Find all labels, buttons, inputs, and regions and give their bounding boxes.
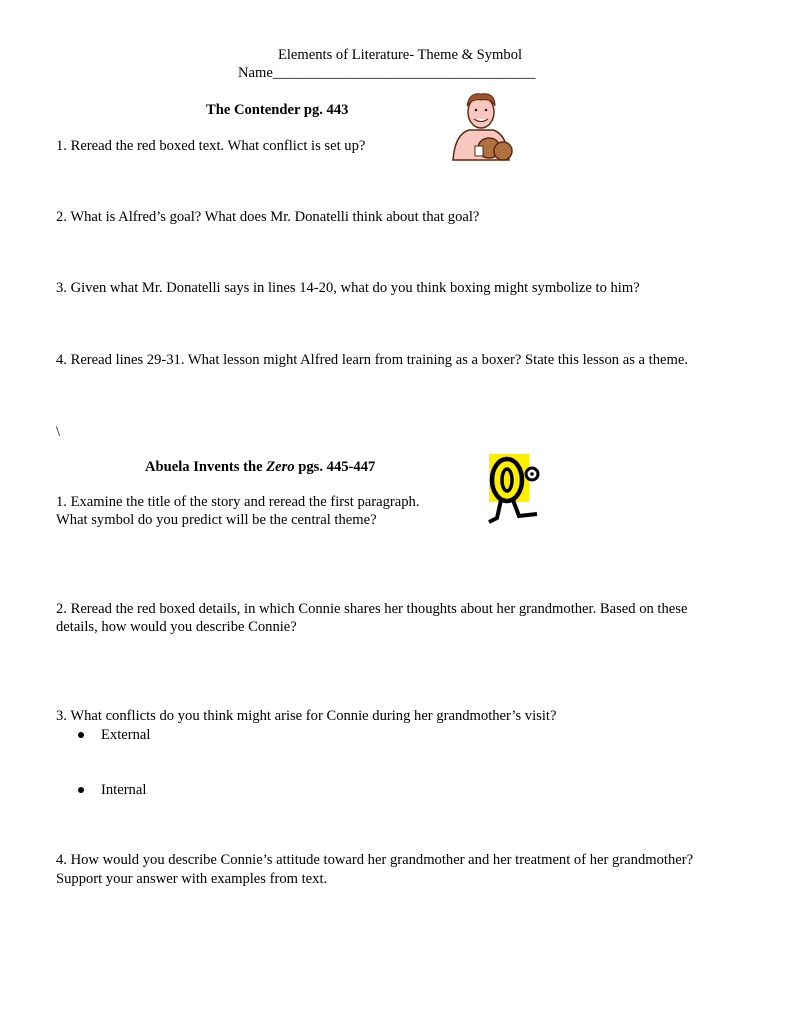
name-label: Name: [238, 65, 273, 81]
section-heading-contender: The Contender pg. 443: [206, 102, 349, 118]
heading-pages: pgs. 445-447: [294, 459, 376, 475]
section-heading-abuela: [145, 458, 375, 476]
abuela-question-1-line-1: 1. Examine the title of the story and reread the first paragraph.: [56, 494, 420, 510]
name-blank: ____________________________________: [272, 65, 536, 81]
contender-question-2: 2. What is Alfred’s goal? What does Mr. Donatelli think about that goal?: [56, 209, 480, 225]
bullet-label: Internal: [101, 782, 147, 798]
heading-text: Abuela Invents the: [145, 459, 267, 475]
bullet-external: [78, 726, 150, 744]
walking-zero-clipart-icon: [485, 452, 545, 526]
bullet-label: External: [101, 727, 151, 743]
contender-question-3: 3. Given what Mr. Donatelli says in lines 14-20, what do you think boxing might symbolize to him?: [56, 280, 640, 296]
name-field: [238, 64, 536, 82]
abuela-question-4-line-2: Support your answer with examples from text.: [56, 871, 328, 887]
document-title: Elements of Literature- Theme & Symbol: [277, 47, 523, 63]
heading-italic-text: Zero: [266, 459, 295, 475]
contender-question-1: 1. Reread the red boxed text. What conflict is set up?: [56, 138, 366, 154]
abuela-question-4-line-1: 4. How would you describe Connie’s attitude toward her grandmother and her treatment of her grandmother?: [56, 852, 694, 868]
contender-question-4: 4. Reread lines 29-31. What lesson might Alfred learn from training as a boxer? State this lesson as a theme.: [56, 352, 688, 368]
bullet-internal: [78, 781, 146, 799]
bullet-icon: [78, 787, 84, 793]
stray-backslash: \: [56, 424, 61, 440]
abuela-question-1-line-2: What symbol do you predict will be the central theme?: [56, 512, 377, 528]
abuela-question-2-line-1: 2. Reread the red boxed details, in which Connie shares her thoughts about her grandmother. Based on these: [56, 601, 688, 617]
bullet-icon: [78, 732, 84, 738]
abuela-question-2-line-2: details, how would you describe Connie?: [56, 619, 297, 635]
boxer-clipart-icon: [447, 90, 515, 166]
abuela-question-3: 3. What conflicts do you think might arise for Connie during her grandmother’s visit?: [56, 708, 557, 724]
